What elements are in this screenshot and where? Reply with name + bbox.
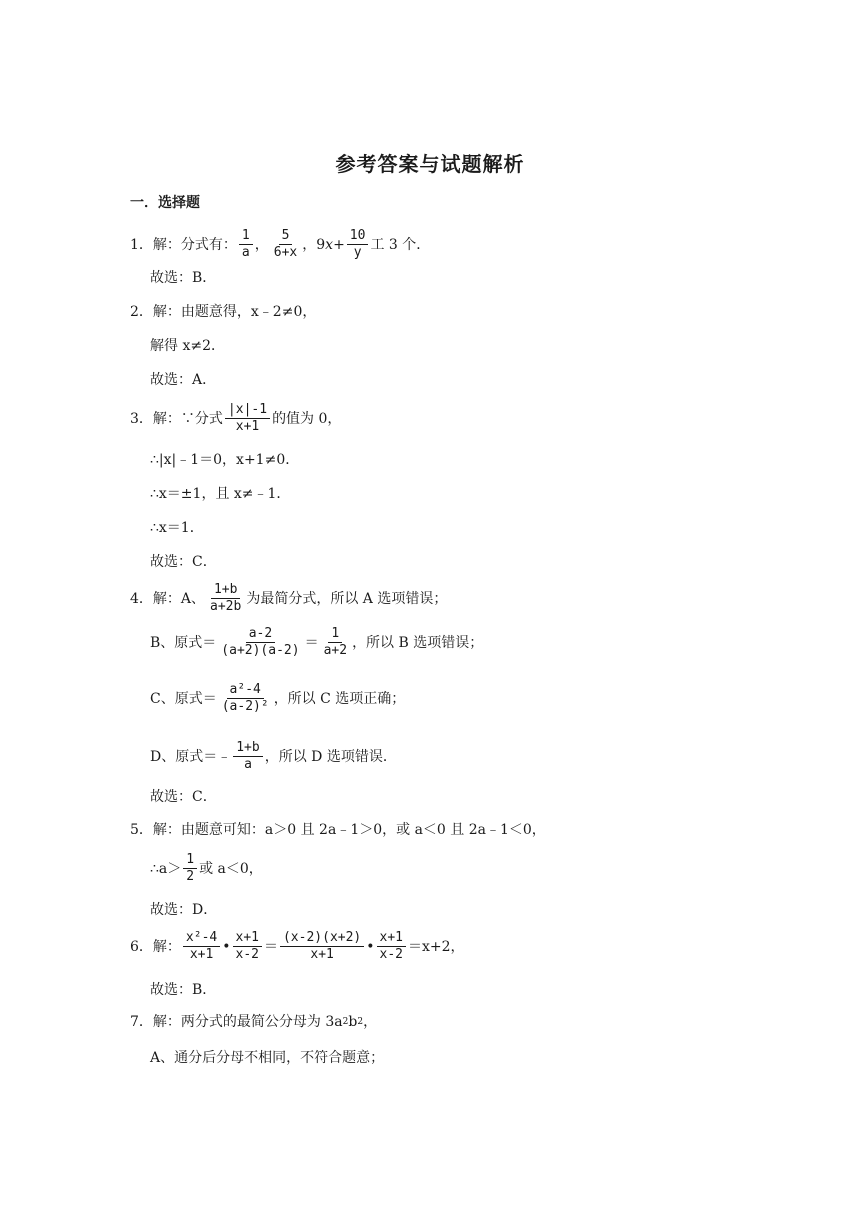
q3-fraction: $\frac{|x|-1}{x+1}$ (225, 402, 270, 435)
q1-answer: 故选：B． (150, 270, 217, 286)
q3-line3: ∴x＝±1，且 x≠﹣1． (150, 486, 291, 502)
q6-fraction-2: $\frac{x+1}{x-2}$ (233, 930, 262, 963)
q1-line: 1．解：分式有： $\frac{1}{a}$ ， $\frac{5}{6+x}$ ，9 x + $\frac{10}{y}$ 工 3 个． (130, 228, 431, 260)
q4-option-a: 4．解：A、 $\frac{1+b}{a+2b}$ 为最简分式，所以 A 选项错误； (130, 582, 448, 614)
q4-b-fraction-2: $\frac{1}{a+2}$ (323, 626, 348, 658)
q4-option-b: B、原式＝ $\frac{a-2}{(a+2)(a-2)}$ ＝ $\frac{1}{a+2}$ ，所以 B 选项错误； (150, 626, 484, 658)
q3-line2: ∴|x|﹣1＝0，x+1≠0． (150, 452, 300, 468)
page-title: 参考答案与试题解析 (335, 152, 525, 176)
q4-b-fraction-1: $\frac{a-2}{(a+2)(a-2)}$ (221, 626, 300, 658)
q5-answer: 故选：D． (150, 902, 218, 918)
q5-line1: 5．解：由题意可知：a＞0 且 2a﹣1＞0，或 a＜0 且 2a﹣1＜0， (130, 822, 546, 838)
q3-line1: 3．解：∵分式 $\frac{|x|-1}{x+1}$ 的值为 0， (130, 402, 342, 434)
q6-answer: 故选：B． (150, 982, 217, 998)
q1-fraction-3: $\frac{10}{y}$ (347, 228, 369, 261)
q5-line2: ∴a＞ $\frac{1}{2}$ 或 a＜0， (150, 852, 263, 884)
q1-fraction-2: $\frac{5}{6+x}$ (273, 228, 298, 260)
q6-fraction-4: $\frac{x+1}{x-2}$ (377, 930, 406, 963)
q7-line1: 7．解：两分式的最简公分母为 3a 2 b 2 ， (130, 1014, 378, 1030)
q1-prefix: 1．解：分式有： (130, 236, 237, 253)
q6-fraction-1: $\frac{\text{x²-4}}{x+1}$ (183, 930, 220, 963)
q5-fraction: $\frac{1}{2}$ (183, 852, 197, 885)
q3-line4: ∴x＝1． (150, 520, 204, 536)
q2-answer: 故选：A． (150, 372, 217, 388)
q4-d-fraction: $\frac{1+b}{a}$ (233, 740, 262, 773)
q4-a-fraction: $\frac{1+b}{a+2b}$ (210, 582, 242, 614)
q4-option-d: D、原式＝﹣ $\frac{1+b}{a}$ ，所以 D 选项错误． (150, 740, 397, 772)
section-heading: 一．选择题 (130, 195, 200, 211)
q4-c-fraction: $\frac{\text{a²-4}}{\text{(a-2)²}}$ (221, 682, 269, 714)
q7-line2: A、通分后分母不相同，不符合题意； (150, 1050, 385, 1066)
q6-fraction-3: $\frac{(x-2)(x+2)}{x+1}$ (280, 930, 364, 963)
q6-line: 6．解： $\frac{\text{x²-4}}{x+1}$ • $\frac{x+1}{x-2}$ ＝ $\frac{(x-2)(x+2)}{x+1}$ • $\frac{x+1}{x-2}$ ＝x+2， (130, 930, 465, 962)
q1-fraction-1: $\frac{1}{a}$ (239, 228, 253, 261)
q4-answer: 故选：C． (150, 789, 217, 805)
q2-line2: 解得 x≠2． (150, 338, 225, 354)
q4-option-c: C、原式＝ $\frac{\text{a²-4}}{\text{(a-2)²}}$ ，所以 C 选项正确； (150, 682, 406, 714)
q2-line1: 2．解：由题意得，x﹣2≠0， (130, 304, 317, 320)
q3-answer: 故选：C． (150, 554, 217, 570)
